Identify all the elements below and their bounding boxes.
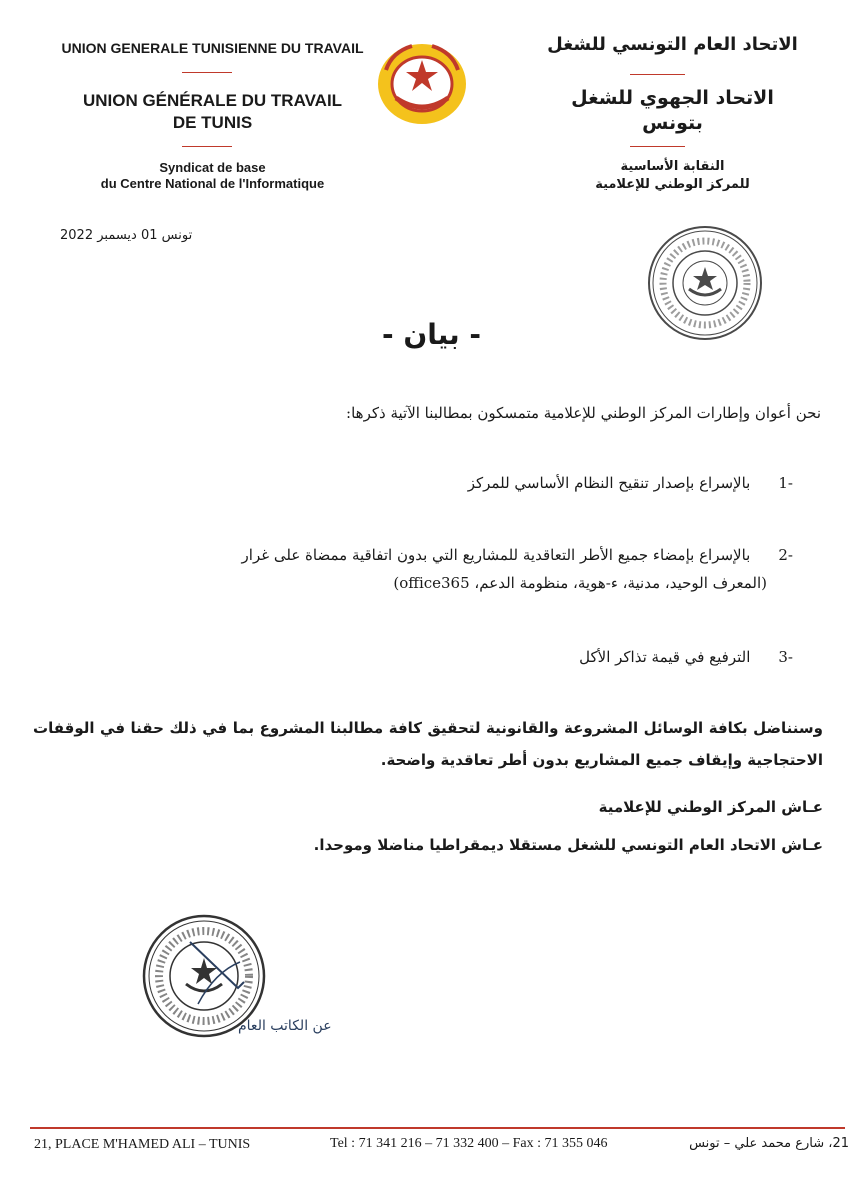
- list-item: [53, 538, 793, 572]
- header-ar-regional-line1: الاتحاد الجهوي للشغل: [571, 87, 774, 109]
- closing-line: عـاش الاتحاد العام التونسي للشغل مستقلا ديمقراطيا مناضلا وموحدا.: [313, 836, 823, 854]
- document-date: تونس 01 ديسمبر 2022: [60, 228, 193, 243]
- union-seal-icon: [645, 223, 765, 343]
- header-fr-regional: [40, 90, 385, 134]
- header-ar-regional: [520, 86, 825, 136]
- list-item-text: الترفيع في قيمة تذاكر الأكل: [579, 648, 751, 666]
- list-item-number: -3: [778, 648, 793, 666]
- header-divider: [630, 146, 685, 147]
- page-title: - بيان -: [381, 318, 482, 351]
- header-divider: [630, 74, 685, 75]
- header-fr-syndicat: [40, 160, 385, 192]
- list-item-text: بالإسراع بإمضاء جميع الأطر التعاقدية للمشاريع التي بدون اتفاقية ممضاة على غرار: [241, 546, 751, 564]
- closing-line: عـاش المركز الوطني للإعلامية: [598, 798, 823, 816]
- header-divider: [182, 72, 232, 73]
- footer-divider: [30, 1127, 845, 1129]
- list-item-text: بالإسراع بإصدار تنقيح النظام الأساسي للمركز: [467, 474, 751, 492]
- footer-phones: Tel : 71 341 216 – 71 332 400 – Fax : 71 355 046: [330, 1136, 608, 1151]
- header-ar-union: الاتحاد العام التونسي للشغل: [547, 34, 798, 55]
- header-fr-union: UNION GENERALE TUNISIENNE DU TRAVAIL: [61, 40, 364, 56]
- footer-address-ar: 21، شارع محمد علي – تونس: [689, 1136, 849, 1151]
- list-item: [53, 648, 793, 666]
- header-fr-syndicat-line1: Syndicat de base: [159, 160, 266, 175]
- list-item-number: -1: [778, 474, 793, 492]
- header-fr-regional-line1: UNION GÉNÉRALE DU TRAVAIL: [82, 91, 343, 110]
- footer-address-fr: 21, PLACE M'HAMED ALI – TUNIS: [34, 1137, 251, 1152]
- list-item-number: -2: [778, 546, 793, 564]
- list-item: [53, 474, 793, 492]
- header-ar-syndicat-line1: النقابة الأساسية: [620, 159, 725, 174]
- header-ar-regional-line2: بتونس: [642, 112, 703, 134]
- header-fr-regional-line2: DE TUNIS: [172, 113, 253, 132]
- header-divider: [182, 146, 232, 147]
- intro-paragraph: نحن أعوان وإطارات المركز الوطني للإعلامية متمسكون بمطالبنا الآتية ذكرها:: [346, 404, 821, 422]
- header-fr-syndicat-line2: du Centre National de l'Informatique: [100, 176, 325, 191]
- list-item-continuation: (المعرف الوحيد، مدنية، ء-هوية، منظومة الدعم، office365): [393, 574, 767, 592]
- signature-label: عن الكاتب العام: [238, 1018, 332, 1034]
- header-ar-syndicat-line2: للمركز الوطني للإعلامية: [595, 177, 750, 192]
- ugtt-emblem-icon: [372, 40, 472, 128]
- struggle-paragraph: وسنناضل بكافة الوسائل المشروعة والقانونية لتحقيق كافة مطالبنا المشروع بما في ذلك حقنا في الوقفات الاحتجاجية وإيقاف جميع المشاريع بدون أطر تعاقدية واضحة.: [33, 719, 823, 769]
- header-ar-syndicat: [520, 158, 825, 194]
